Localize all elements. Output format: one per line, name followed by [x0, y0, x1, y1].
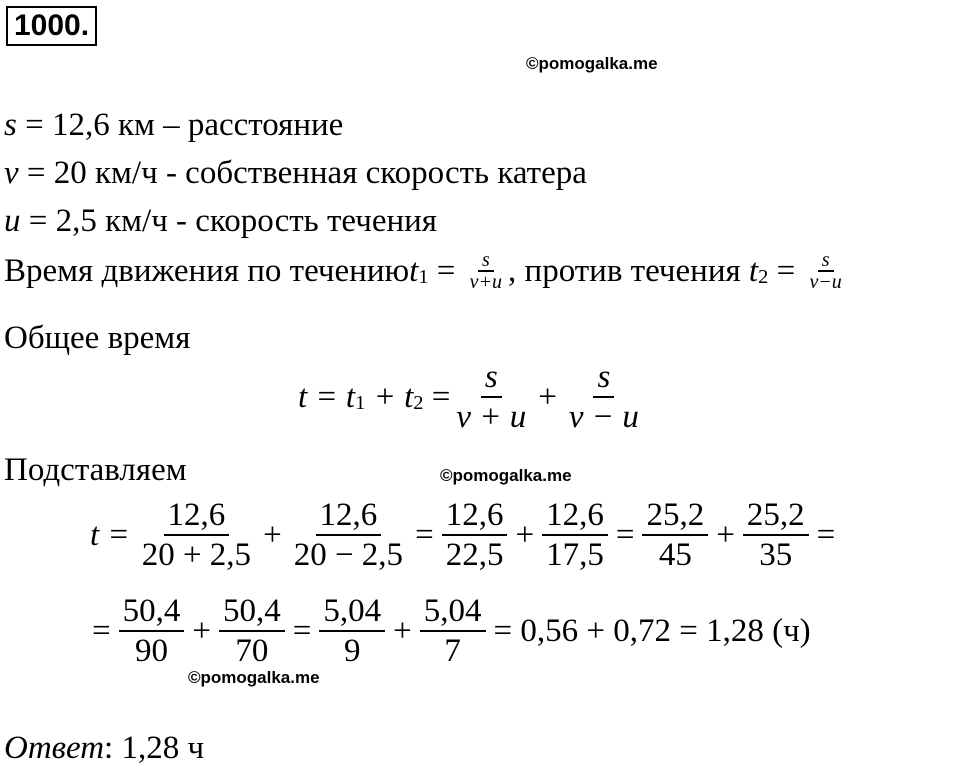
- numerator: 12,6: [542, 496, 608, 536]
- numerator: 50,4: [119, 592, 185, 632]
- text: Время движения по течению: [4, 253, 410, 289]
- given-text: = 12,6 км – расстояние: [16, 107, 344, 143]
- denominator: 22,5: [445, 537, 504, 573]
- substitute-label: Подставляем: [4, 452, 187, 488]
- numerator: 12,6: [164, 496, 230, 536]
- given-line-u: [4, 201, 437, 241]
- answer-line: [4, 728, 204, 768]
- fraction: [420, 592, 486, 670]
- subscript: 1: [418, 265, 429, 288]
- numerator: 5,04: [420, 592, 486, 632]
- denominator: 45: [658, 537, 692, 573]
- time-line: [4, 250, 848, 292]
- denominator: 90: [135, 633, 168, 669]
- denominator: v + u: [456, 399, 527, 435]
- fraction: [542, 496, 608, 574]
- given-text: = 20 км/ч - собственная скорость катера: [18, 155, 587, 191]
- operator: +: [538, 379, 557, 415]
- fraction: [442, 496, 508, 574]
- denominator: 20 + 2,5: [141, 537, 252, 573]
- numerator: s: [481, 358, 502, 398]
- calc-lead: t =: [90, 517, 130, 553]
- subscript: 1: [355, 391, 366, 414]
- equals: =: [423, 379, 451, 415]
- formula-lhs: t = t: [298, 379, 356, 415]
- result-text: = 0,56 + 0,72 = 1,28 (ч): [493, 613, 811, 649]
- operator: +: [393, 613, 412, 649]
- calc-lead: =: [92, 613, 111, 649]
- formula-plus: + t: [365, 379, 414, 415]
- subscript: 2: [413, 391, 424, 414]
- denominator: v+u: [469, 271, 503, 293]
- fraction: [119, 592, 185, 670]
- operator: +: [515, 517, 535, 553]
- fraction: [565, 358, 643, 436]
- var-v: v: [4, 155, 19, 191]
- denominator: 9: [344, 633, 361, 669]
- denominator: 35: [759, 537, 793, 573]
- fraction: [642, 496, 708, 574]
- operator: =: [615, 517, 635, 553]
- numerator: s: [478, 250, 494, 272]
- denominator: v − u: [568, 399, 639, 435]
- numerator: s: [818, 250, 834, 272]
- operator: +: [192, 613, 211, 649]
- numerator: 5,04: [319, 592, 385, 632]
- numerator: 25,2: [743, 496, 809, 536]
- operator: +: [263, 517, 282, 553]
- formula-total-time: [298, 358, 645, 436]
- watermark: ©pomogalka.me: [526, 54, 658, 73]
- numerator: 50,4: [219, 592, 285, 632]
- denominator: 20 − 2,5: [293, 537, 404, 573]
- total-label: Общее время: [4, 320, 191, 356]
- equals: =: [768, 253, 804, 289]
- operator: =: [816, 517, 836, 553]
- numerator: 25,2: [642, 496, 708, 536]
- fraction: [219, 592, 285, 670]
- var-s: s: [4, 107, 17, 143]
- fraction: [743, 496, 809, 574]
- watermark: ©pomogalka.me: [188, 668, 320, 687]
- denominator: 70: [235, 633, 269, 669]
- var-u: u: [4, 203, 21, 239]
- var-t1: t: [409, 253, 419, 289]
- denominator: v−u: [809, 271, 842, 293]
- denominator: 17,5: [546, 537, 604, 573]
- denominator: 7: [444, 633, 461, 669]
- fraction: [319, 592, 385, 670]
- operator: +: [716, 517, 735, 553]
- answer-label: Ответ: [4, 730, 105, 766]
- fraction: [138, 496, 255, 574]
- equals: =: [428, 253, 464, 289]
- watermark: ©pomogalka.me: [440, 466, 572, 485]
- var-t2: t: [748, 253, 759, 289]
- numerator: s: [593, 358, 614, 398]
- numerator: 12,6: [442, 496, 508, 536]
- fraction-upstream: [805, 250, 845, 292]
- problem-number: 1000.: [6, 6, 97, 46]
- fraction: [452, 358, 530, 436]
- calculation-line-2: [92, 592, 811, 670]
- answer-value: : 1,28 ч: [104, 730, 205, 766]
- calculation-line-1: [90, 496, 841, 574]
- given-text: = 2,5 км/ч - скорость течения: [20, 203, 437, 239]
- numerator: 12,6: [316, 496, 382, 536]
- text: , против течения: [508, 253, 749, 289]
- fraction-downstream: [466, 250, 506, 292]
- given-line-s: [4, 105, 343, 145]
- given-line-v: [4, 153, 587, 193]
- subscript: 2: [758, 265, 769, 288]
- operator: =: [292, 613, 312, 649]
- operator: =: [415, 517, 434, 553]
- fraction: [290, 496, 407, 574]
